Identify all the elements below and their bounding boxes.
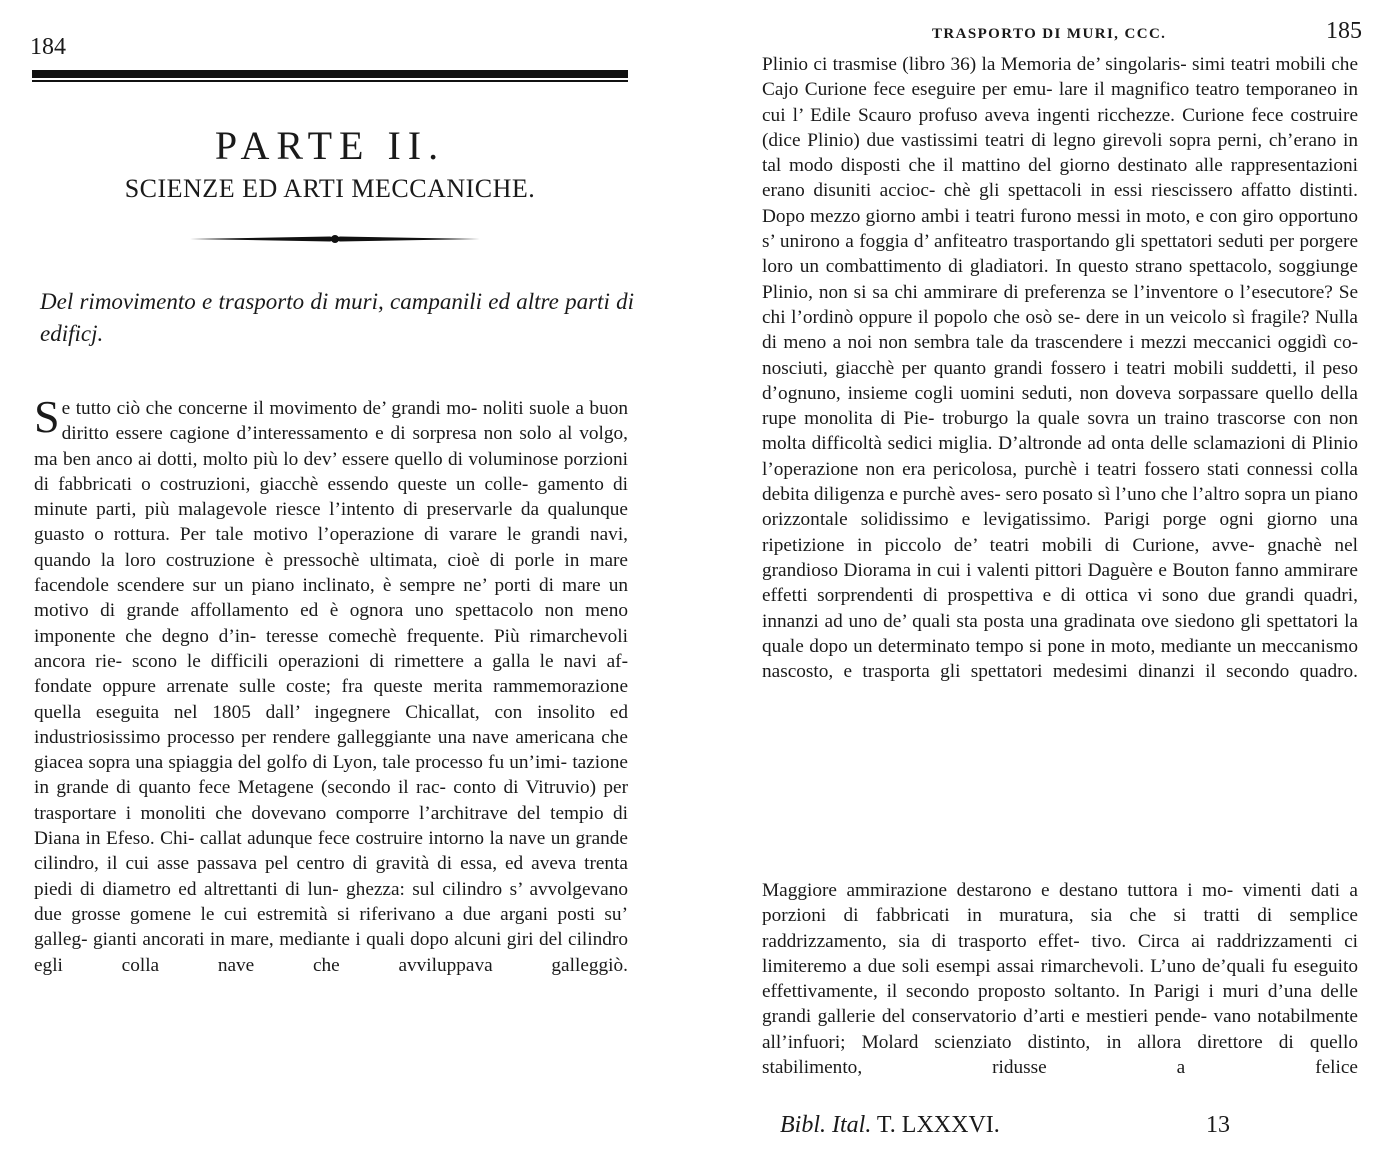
text-line: spettatori medesimi dinanzi il secondo quadro. (970, 661, 1358, 683)
right-paragraph-1 (762, 52, 1358, 684)
text-line: fabbricati o costruzioni, giacchè essendo queste un colle- (58, 473, 529, 495)
text-line: gamento di minute parti, più malagevole riesce l’intento (34, 473, 628, 521)
text-line: molto più lo dev’ essere quello di voluminose porzioni di (34, 448, 629, 495)
text-line: (dice Plinio) due vastissimi teatri di legno girevoli sopra (762, 129, 1211, 151)
text-line: grandi gallerie del conservatorio d’arti e mestieri pende- (762, 1006, 1208, 1028)
text-line: ed aveva trenta piedi di diametro ed altrettanti di lun- (34, 853, 628, 900)
text-line: moto, mediante un meccanismo nascosto, e trasporta gli (762, 635, 1359, 683)
text-line: simi teatri mobili che Cajo Curione fece eseguire per emu- (762, 54, 1358, 101)
text-line: prospettiva e di ottica vi sono due grandi quadri, innanzi (762, 585, 1358, 632)
text-line: scono le difficili operazioni di rimettere a galla le navi af- (131, 650, 629, 672)
text-line: nosciuti, giacchè per quanto grandi fossero i teatri mobili (762, 357, 1224, 379)
signature-volume: T. LXXXVI. (876, 1112, 1000, 1138)
text-line: ripetizione in piccolo de’ teatri mobili di Curione, avve- (762, 534, 1255, 556)
left-page (0, 0, 680, 1159)
signature-number: 13 (1206, 1112, 1230, 1138)
text-line: fondate oppure arrenate sulle coste; fra queste merita (34, 676, 483, 698)
header-rule-thick (32, 70, 628, 78)
text-line: gnachè nel grandioso Diorama in cui i valenti pittori (762, 534, 1358, 581)
drop-cap: S (34, 391, 60, 442)
text-line: cui estremità si riferivano a due argani posti su’ galleg- (34, 903, 628, 951)
article-title: Del rimovimento e trasporto di muri, campanili ed altre parti di edificj. (40, 289, 634, 346)
text-line: ognora uno spettacolo non meno imponente che degno d’in- (34, 600, 628, 647)
text-line: gianti ancorati in mare, mediante i quali dopo alcuni giri (93, 929, 534, 951)
text-line: ghezza: sul cilindro s’ avvolgevano due grosse gomene le (34, 878, 628, 925)
ornament-divider (190, 230, 480, 248)
text-line: vimenti dati a porzioni di fabbricati in muratura, sia che (762, 880, 1358, 927)
text-line: ad uno de’ quali sta posta una gradinata ove siedono gli (824, 610, 1261, 632)
text-line: profuso aveva ingenti ricchezze. Curione fece costruire (918, 104, 1358, 126)
text-line: Maggiore ammirazione destarono e destano tuttora i mo- (762, 880, 1234, 901)
text-line: fossero stati connessi colla debita diligenza e purchè aves- (762, 458, 1358, 506)
text-line: lare il magnifico teatro temporaneo in cui l’ Edile Scauro (762, 79, 1358, 126)
text-line: perni, ch’erano in tal modo disposti che il mattino del (762, 129, 1359, 177)
text-line: giorno destinato alle rappresentazioni erano disuniti accioc- (762, 155, 1359, 202)
signature-mark (780, 1112, 1000, 1139)
text-line: suddetti, il peso d’ognuno, insieme cogli uomini seduti, (762, 357, 1358, 404)
text-line: Daguère e Bouton fanno ammirare effetti sorprendenti di (762, 559, 1358, 607)
text-line: di preservarle da qualunque guasto o rottura. Per tale (34, 499, 628, 546)
text-line: troburgo la quale sovra un traino trascorse con non molta (762, 408, 1358, 455)
right-paragraph-2 (762, 878, 1358, 1080)
text-line: l’esecutore? Se chi l’ordinò oppure il popolo che osò se- (762, 281, 1358, 328)
text-line: spettatori la quale dopo un determinato tempo si pone in (762, 610, 1358, 657)
text-line: si tratti di semplice raddrizzamento, sia di trasporto effet- (762, 905, 1358, 952)
text-line: tivo. Circa ai raddrizzamenti ci limiteremo a due soli esempi (762, 930, 1358, 977)
text-line: teresse comechè frequente. Più rimarchevoli ancora rie- (34, 625, 628, 672)
text-line: loro costruzione è pressochè ultimata, cioè di porle in (124, 549, 580, 571)
text-line: gli spettatori seduti per porgere loro un combattimento di (762, 231, 1358, 278)
text-line: giro opportuno s’ unirono a foggia d’ anfiteatro trasportando (762, 205, 1358, 253)
text-line: chè gli spettacoli in essi riescissero affatto distinti. Dopo (762, 180, 1358, 227)
text-line: Plinio ci trasmise (libro 36) la Memoria de’ singolaris- (762, 54, 1187, 75)
text-line: ne’ porti di mare un motivo di grande affollamento ed è (34, 575, 628, 622)
header-rule-thin (32, 80, 628, 82)
running-head: TRASPORTO DI MURI, CCC. (932, 26, 1167, 42)
text-line: gladiatori. In questo strano spettacolo, soggiunge Plinio, (762, 256, 1358, 303)
text-line: callat adunque fece costruire intorno la nave un grande (199, 828, 628, 850)
part-title: PARTE II. (214, 123, 446, 168)
text-line: e di sorpresa non solo al volgo, ma ben anco ai dotti, (34, 423, 628, 470)
text-line: conto di Vitruvio) per trasportare i monoliti che dovevano (34, 777, 628, 824)
text-line: e tutto ciò che concerne il movimento de’ grandi mo- (61, 398, 478, 419)
part-subtitle: SCIENZE ED ARTI MECCANICHE. (124, 174, 536, 203)
text-line: rammemorazione quella eseguita nel 1805 dall’ ingegnere (34, 676, 628, 723)
text-line: mare facendole scendere sur un piano inclinato, è sempre (34, 549, 628, 597)
right-page (690, 0, 1383, 1159)
text-line: comporre l’architrave del tempio di Diana in Efeso. Chi- (34, 802, 628, 850)
text-line: in allora direttore di quello stabilimento, ridusse a felice (762, 1031, 1359, 1079)
text-line: mezzo giorno ambi i teatri furono messi in moto, e con (810, 205, 1238, 227)
text-line: difficoltà sedici miglia. D’altronde ad onta delle sclamazioni (811, 433, 1286, 455)
text-line: cilindro, il cui asse passava pel centro di gravità di essa, (34, 853, 498, 875)
text-line: dere in un veicolo sì fragile? Nulla di meno a noi non (762, 306, 1358, 354)
text-line: motivo l’operazione di varare le grandi navi, quando la (34, 524, 628, 571)
text-line: non doveva sorpassare quello della rupe monolita di Pie- (762, 382, 1358, 430)
text-line: non si sa chi ammirare di preferenza se l’inventore o (818, 281, 1234, 303)
text-line: vano notabilmente all’infuori; Molard scienziato distinto, (762, 1006, 1358, 1053)
text-line: una spiaggia del golfo di Lyon, tale processo fu un’imi- (135, 752, 568, 774)
page-number-right: 185 (1326, 18, 1362, 44)
text-line: noliti suole a buon diritto essere cagione d’interessamento (61, 398, 628, 445)
text-line: Chicallat, con insolito ed industriosissimo processo per (34, 701, 628, 748)
text-line: sero posato sì l’uno che l’altro sopra un piano orizzontale (762, 484, 1358, 531)
left-body-text (34, 391, 629, 978)
signature-journal: Bibl. Ital. (780, 1112, 872, 1138)
text-line: sembra tale da trascendere i mezzi meccanici oggidì co- (913, 332, 1359, 354)
text-line: assai rimarchevoli. L’uno de’quali fu eseguito effettivamente, (762, 955, 1358, 1003)
text-line: di Plinio l’operazione non era pericolosa, purchè i teatri (762, 433, 1358, 480)
text-line: rendere galleggiante una nave americana che giacea sopra (34, 726, 628, 774)
text-line: il secondo proposto soltanto. In Parigi i muri d’una delle (886, 981, 1358, 1003)
text-line: solidissimo e levigatissimo. Parigi porge ogni giorno una (860, 509, 1358, 531)
text-line: del cilindro egli colla nave che avviluppava galleggiò. (34, 929, 628, 976)
text-line: tazione in grande di quanto fece Metagene (secondo il rac- (34, 752, 628, 799)
page-number-left: 184 (30, 34, 66, 60)
